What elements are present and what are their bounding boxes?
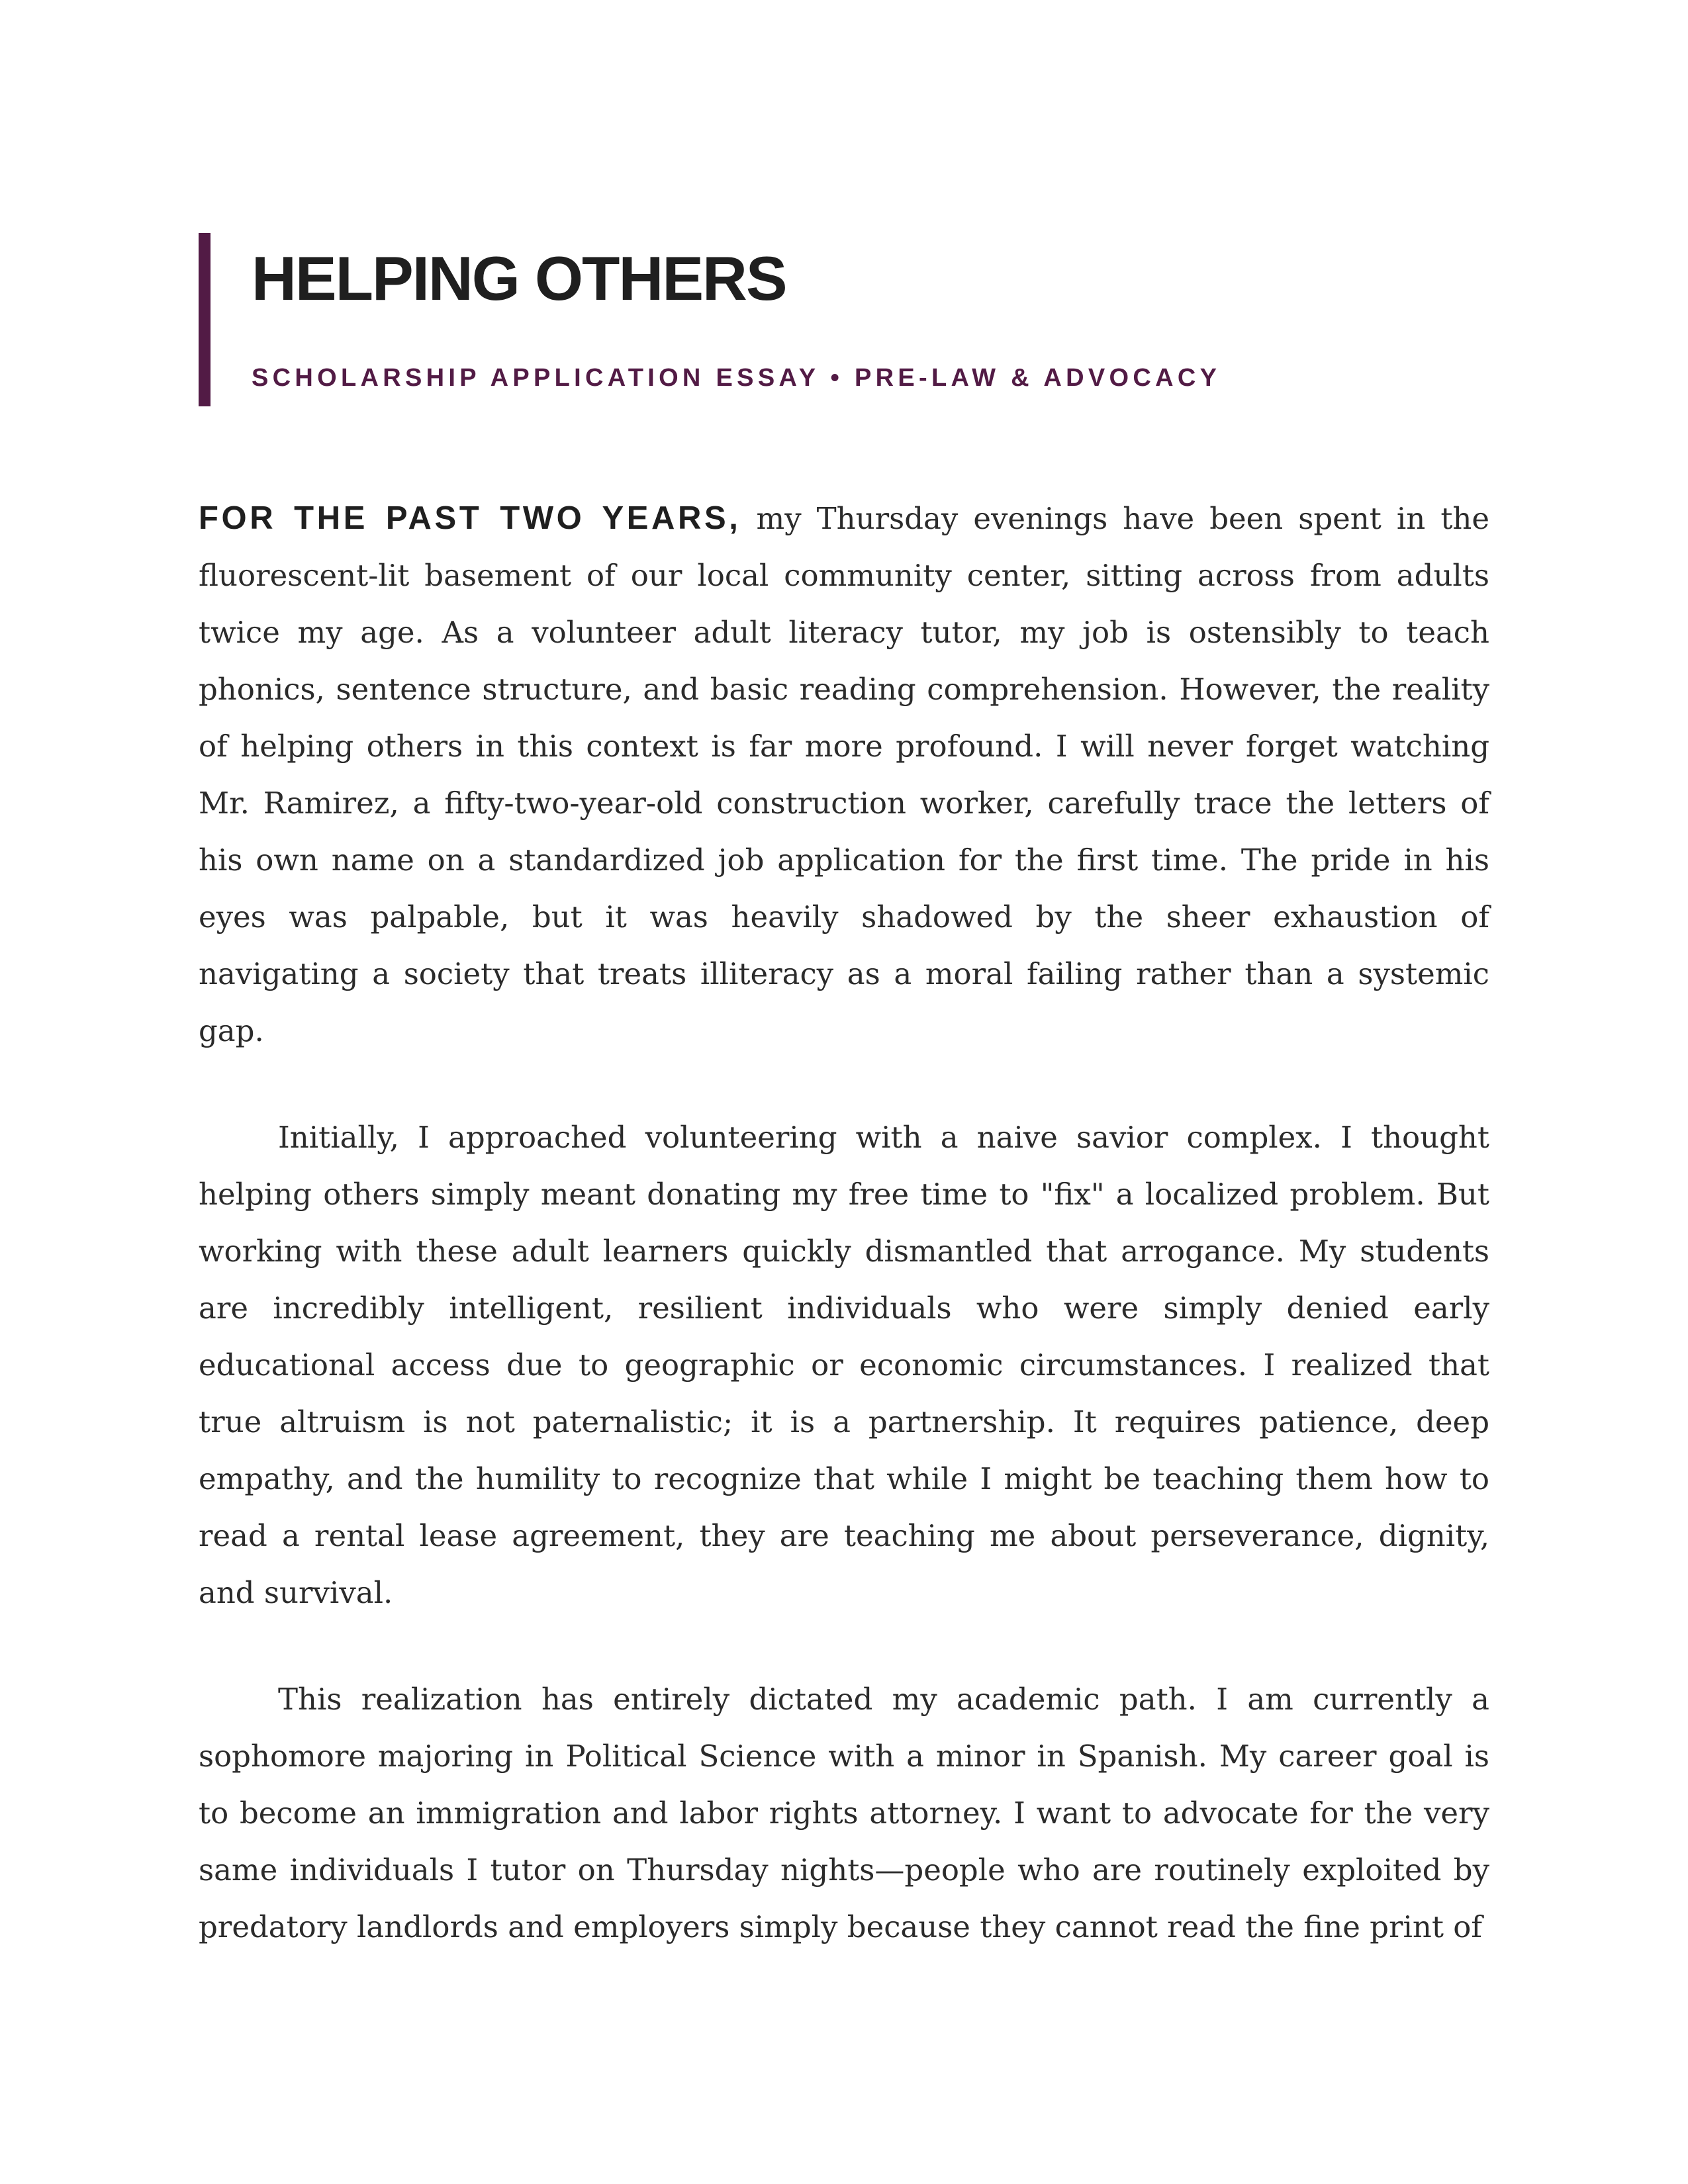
paragraph-text: This realization has entirely dictated my academic path. I am currently a sophomore majoring in Political Science with a minor in Spanish. My career goal is to become an immigration and labor rights attorney. I want to advocate for the very same individuals I tutor on Thursday nights—people who are routinely exploited by predatory landlords and employers simply because they cannot read the fine print of xyxy=(199,1682,1489,1944)
essay-paragraph-3 xyxy=(199,1671,1489,1956)
paragraph-text: my Thursday evenings have been spent in the fluorescent-lit basement of our local community center, sitting across from adults twice my age. As a volunteer adult literacy tutor, my job is ostensibly to teach phonics, sentence structure, and basic reading comprehension. However, the reality of helping others in this context is far more profound. I will never forget watching Mr. Ramirez, a fifty-two-year-old construction worker, carefully trace the letters of his own name on a standardized job application for the first time. The pride in his eyes was palpable, but it was heavily shadowed by the sheer exhaustion of navigating a society that treats illiteracy as a moral failing rather than a systemic gap. xyxy=(199,501,1490,1048)
paragraph-lead-in: FOR THE PAST TWO YEARS, xyxy=(199,500,741,536)
essay-body xyxy=(199,490,1489,2005)
essay-subtitle: SCHOLARSHIP APPLICATION ESSAY • PRE-LAW & ADVOCACY xyxy=(252,364,1221,392)
essay-header xyxy=(199,233,1501,406)
paragraph-text: Initially, I approached volunteering with a naive savior complex. I thought helping others simply meant donating my free time to "fix" a localized problem. But working with these adult learners quickly dismantled that arrogance. My students are incredibly intelligent, resilient individuals who were simply denied early educational access due to geographic or economic circumstances. I realized that true altruism is not paternalistic; it is a partnership. It requires patience, deep empathy, and the humility to recognize that while I might be teaching them how to read a rental lease agreement, they are teaching me about perseverance, dignity, and survival. xyxy=(199,1120,1489,1610)
essay-paragraph-1 xyxy=(199,490,1489,1060)
essay-title: HELPING OTHERS xyxy=(252,244,786,313)
essay-paragraph-2 xyxy=(199,1109,1489,1621)
